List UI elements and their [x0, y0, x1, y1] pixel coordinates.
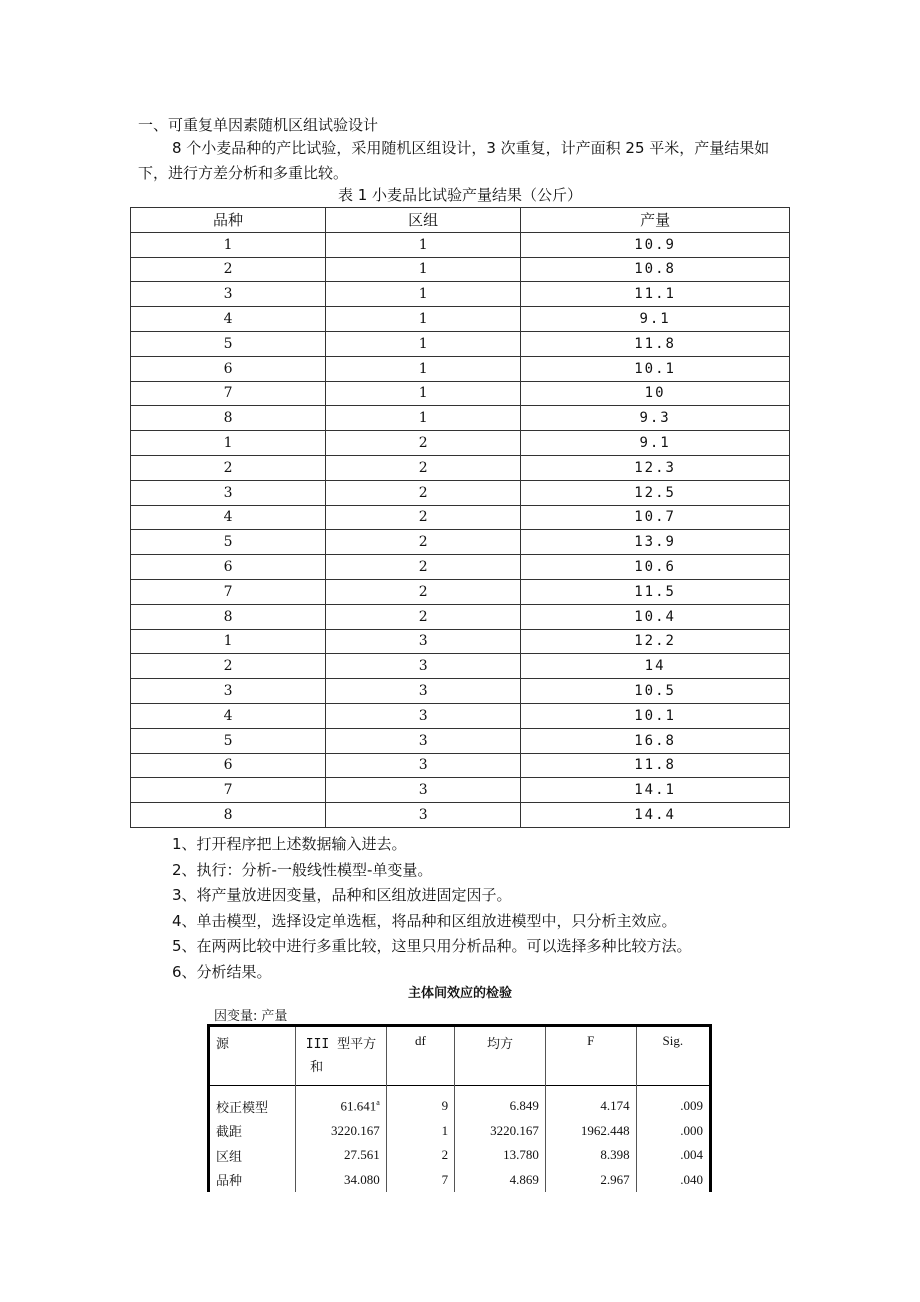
anova-cell-ms: 13.780	[455, 1143, 546, 1168]
cell-yield: 10.8	[521, 257, 790, 282]
cell-variety: 8	[131, 604, 326, 629]
anova-ss-value: 61.641	[340, 1098, 377, 1114]
anova-row	[209, 1143, 711, 1168]
anova-ss-value: 34.080	[344, 1171, 380, 1187]
yield-table-row	[131, 778, 790, 803]
cell-variety: 8	[131, 406, 326, 431]
cell-yield: 11.8	[521, 331, 790, 356]
step-3: 3、将产量放进因变量，品种和区组放进固定因子。	[172, 886, 512, 904]
anova-cell-df: 9	[386, 1086, 454, 1119]
step-list	[172, 832, 692, 985]
cell-yield: 14	[521, 654, 790, 679]
yield-table-row	[131, 505, 790, 530]
yield-table-row	[131, 654, 790, 679]
cell-yield: 13.9	[521, 530, 790, 555]
cell-yield: 10.1	[521, 356, 790, 381]
anova-cell-f: 8.398	[545, 1143, 636, 1168]
yield-table-row	[131, 728, 790, 753]
anova-header-row	[209, 1026, 711, 1086]
cell-yield: 11.8	[521, 753, 790, 778]
cell-variety: 4	[131, 505, 326, 530]
anova-col-f: F	[545, 1026, 636, 1086]
anova-cell-source: 截距	[209, 1119, 296, 1144]
yield-table-row	[131, 703, 790, 728]
yield-table-row	[131, 455, 790, 480]
cell-block: 1	[326, 381, 521, 406]
anova-cell-df: 1	[386, 1119, 454, 1144]
anova-col-ss-line2: 和	[310, 1059, 324, 1074]
yield-table-row	[131, 381, 790, 406]
cell-variety: 5	[131, 530, 326, 555]
cell-block: 1	[326, 356, 521, 381]
cell-variety: 1	[131, 629, 326, 654]
step-4: 4、单击模型，选择设定单选框，将品种和区组放进模型中，只分析主效应。	[172, 911, 677, 930]
cell-block: 2	[326, 431, 521, 456]
anova-col-sig: Sig.	[636, 1026, 710, 1086]
cell-variety: 6	[131, 753, 326, 778]
cell-variety: 7	[131, 579, 326, 604]
yield-table-row	[131, 579, 790, 604]
cell-variety: 3	[131, 679, 326, 704]
yield-table-row	[131, 629, 790, 654]
step-5: 5、在两两比较中进行多重比较，这里只用分析品种。可以选择多种比较方法。	[172, 937, 692, 955]
cell-block: 1	[326, 406, 521, 431]
cell-variety: 5	[131, 728, 326, 753]
col-header-block: 区组	[326, 208, 521, 233]
anova-cell-sig: .009	[636, 1086, 710, 1119]
cell-block: 1	[326, 232, 521, 257]
anova-row	[209, 1168, 711, 1193]
cell-yield: 14.4	[521, 803, 790, 828]
anova-ss-value: 3220.167	[331, 1122, 380, 1138]
cell-yield: 10.1	[521, 703, 790, 728]
anova-cell-ms: 6.849	[455, 1086, 546, 1119]
cell-variety: 6	[131, 555, 326, 580]
yield-table-row	[131, 555, 790, 580]
cell-block: 3	[326, 778, 521, 803]
cell-yield: 16.8	[521, 728, 790, 753]
cell-yield: 14.1	[521, 778, 790, 803]
cell-block: 2	[326, 455, 521, 480]
yield-table-row	[131, 604, 790, 629]
yield-table-row	[131, 431, 790, 456]
dependent-label: 因变量:	[214, 1009, 258, 1024]
section-heading: 一、可重复单因素随机区组试验设计	[138, 116, 379, 134]
cell-yield: 12.3	[521, 455, 790, 480]
cell-yield: 11.5	[521, 579, 790, 604]
yield-table-row	[131, 480, 790, 505]
step-1: 1、打开程序把上述数据输入进去。	[172, 835, 407, 853]
cell-variety: 7	[131, 381, 326, 406]
cell-variety: 4	[131, 703, 326, 728]
cell-variety: 2	[131, 654, 326, 679]
cell-yield: 9.1	[521, 307, 790, 332]
yield-table-row	[131, 257, 790, 282]
anova-col-ms: 均方	[455, 1026, 546, 1086]
cell-variety: 1	[131, 431, 326, 456]
yield-table-row	[131, 331, 790, 356]
cell-yield: 12.2	[521, 629, 790, 654]
anova-cell-ss	[296, 1143, 387, 1168]
cell-block: 1	[326, 331, 521, 356]
cell-variety: 8	[131, 803, 326, 828]
yield-table	[130, 207, 790, 828]
cell-block: 2	[326, 555, 521, 580]
anova-cell-source: 品种	[209, 1168, 296, 1193]
cell-variety: 4	[131, 307, 326, 332]
cell-block: 1	[326, 282, 521, 307]
col-header-variety: 品种	[131, 208, 326, 233]
anova-cell-ss	[296, 1119, 387, 1144]
yield-table-header-row	[131, 208, 790, 233]
cell-block: 3	[326, 654, 521, 679]
cell-yield: 10.6	[521, 555, 790, 580]
anova-table	[207, 1024, 712, 1192]
cell-block: 2	[326, 530, 521, 555]
cell-yield: 10.4	[521, 604, 790, 629]
anova-col-ss	[296, 1026, 387, 1086]
anova-cell-df: 2	[386, 1143, 454, 1168]
cell-block: 3	[326, 753, 521, 778]
cell-block: 1	[326, 307, 521, 332]
anova-col-df: df	[386, 1026, 454, 1086]
table1-caption: 表 1 小麦品比试验产量结果（公斤）	[337, 186, 583, 204]
yield-table-row	[131, 356, 790, 381]
cell-block: 3	[326, 803, 521, 828]
step-6: 6、分析结果。	[172, 962, 272, 981]
anova-cell-ms: 3220.167	[455, 1119, 546, 1144]
yield-table-row	[131, 803, 790, 828]
anova-col-ss-line1: III 型平方	[305, 1037, 377, 1052]
yield-table-row	[131, 307, 790, 332]
cell-yield: 10.7	[521, 505, 790, 530]
anova-cell-ms: 4.869	[455, 1168, 546, 1193]
anova-cell-df: 7	[386, 1168, 454, 1193]
anova-cell-sig: .004	[636, 1143, 710, 1168]
yield-table-row	[131, 753, 790, 778]
cell-yield: 10	[521, 381, 790, 406]
intro-paragraph: 8 个小麦品种的产比试验，采用随机区组设计，3 次重复，计产面积 25 平米，产量结果如下，进行方差分析和多重比较。	[138, 139, 770, 182]
cell-variety: 3	[131, 282, 326, 307]
anova-cell-ss	[296, 1168, 387, 1193]
cell-yield: 11.1	[521, 282, 790, 307]
anova-row	[209, 1086, 711, 1119]
anova-row	[209, 1119, 711, 1144]
dependent-value: 产量	[261, 1009, 288, 1024]
cell-block: 2	[326, 505, 521, 530]
anova-cell-source: 校正模型	[209, 1086, 296, 1119]
anova-cell-f: 1962.448	[545, 1119, 636, 1144]
yield-table-row	[131, 530, 790, 555]
anova-cell-f: 4.174	[545, 1086, 636, 1119]
cell-yield: 12.5	[521, 480, 790, 505]
anova-cell-source: 区组	[209, 1143, 296, 1168]
cell-variety: 5	[131, 331, 326, 356]
step-2: 2、执行：分析-一般线性模型-单变量。	[172, 860, 433, 879]
dependent-variable-line	[214, 1005, 291, 1024]
cell-yield: 10.5	[521, 679, 790, 704]
cell-block: 3	[326, 728, 521, 753]
cell-yield: 9.3	[521, 406, 790, 431]
anova-cell-ss	[296, 1086, 387, 1119]
anova-cell-f: 2.967	[545, 1168, 636, 1193]
anova-cell-sig: .000	[636, 1119, 710, 1144]
yield-table-row	[131, 232, 790, 257]
cell-block: 2	[326, 579, 521, 604]
anova-ss-footnote-marker: a	[376, 1098, 380, 1108]
cell-variety: 2	[131, 455, 326, 480]
cell-variety: 7	[131, 778, 326, 803]
anova-col-source: 源	[209, 1026, 296, 1086]
cell-block: 1	[326, 257, 521, 282]
col-header-yield: 产量	[521, 208, 790, 233]
cell-block: 3	[326, 703, 521, 728]
cell-block: 2	[326, 604, 521, 629]
cell-variety: 6	[131, 356, 326, 381]
anova-title: 主体间效应的检验	[407, 986, 512, 1001]
cell-yield: 9.1	[521, 431, 790, 456]
anova-cell-sig: .040	[636, 1168, 710, 1193]
anova-ss-value: 27.561	[344, 1147, 380, 1163]
yield-table-row	[131, 282, 790, 307]
cell-variety: 3	[131, 480, 326, 505]
cell-block: 3	[326, 679, 521, 704]
yield-table-row	[131, 679, 790, 704]
cell-variety: 1	[131, 232, 326, 257]
cell-yield: 10.9	[521, 232, 790, 257]
cell-block: 3	[326, 629, 521, 654]
cell-variety: 2	[131, 257, 326, 282]
yield-table-row	[131, 406, 790, 431]
cell-block: 2	[326, 480, 521, 505]
